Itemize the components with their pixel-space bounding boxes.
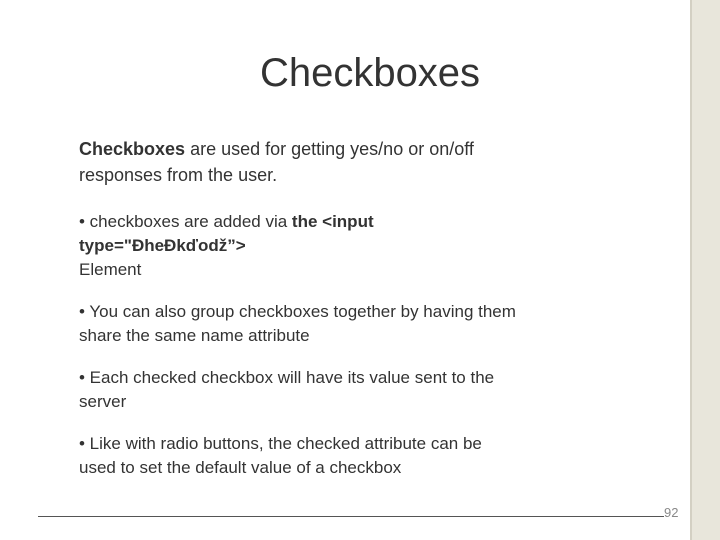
slide-title: Checkboxes <box>259 50 481 95</box>
intro-line-2: responses from the user. <box>79 165 278 185</box>
bullet-2 <box>79 300 599 348</box>
bullet-1 <box>79 210 599 282</box>
bullet-1-line-3: Element <box>79 260 142 279</box>
intro-line-1 <box>79 136 599 162</box>
bullet-1-prefix: • checkboxes are added via <box>79 212 292 231</box>
bullet-1-code-type: type="ÐheÐkďodž”> <box>79 236 246 255</box>
intro-paragraph <box>79 136 599 188</box>
bullet-2-line-1: • You can also group checkboxes together by having them <box>79 302 516 321</box>
bullet-2-line-2: share the same name attribute <box>79 326 310 345</box>
bullet-1-line-1 <box>79 210 599 234</box>
intro-line-1-text: are used for getting yes/no or on/off <box>185 139 474 159</box>
bullet-3-line-1: • Each checked checkbox will have its value sent to the <box>79 368 495 387</box>
bullet-3 <box>79 366 599 414</box>
bullet-4-line-1: • Like with radio buttons, the checked attribute can be <box>79 434 482 453</box>
bullet-4-line-2: used to set the default value of a checkbox <box>79 458 402 477</box>
side-band <box>692 0 720 540</box>
bullet-1-code-start: the <input <box>291 212 374 231</box>
bullet-4 <box>79 432 599 480</box>
slide-content <box>79 136 599 498</box>
page-number: 92 <box>664 505 679 520</box>
intro-term: Checkboxes <box>79 139 186 159</box>
bullet-3-line-2: server <box>79 392 127 411</box>
footer-divider <box>38 516 664 517</box>
